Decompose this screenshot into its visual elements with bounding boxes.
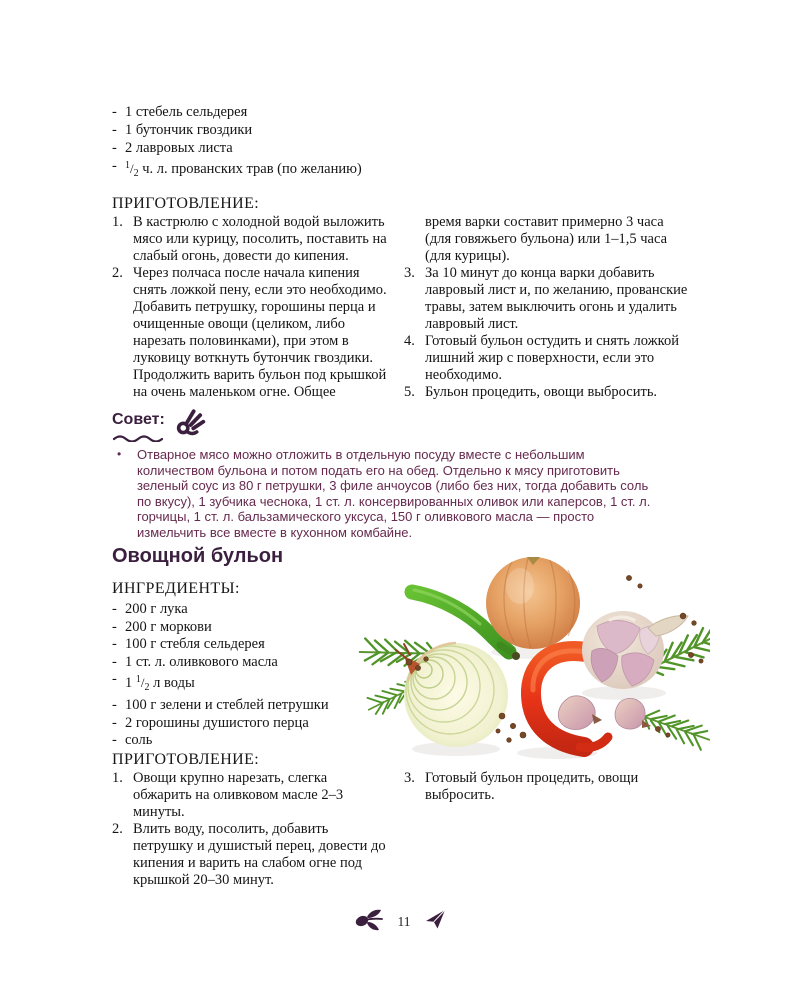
list-item [112,697,362,715]
step-text: Бульон процедить, овощи выбросить. [425,384,658,400]
ok-hand-icon [175,407,207,444]
ingredient-text: 1 ст. л. оливкового масла [125,653,278,670]
step-text: Готовый бульон процедить, овощи выбросить. [425,770,639,803]
step-number: 5. [404,384,415,400]
step-text: Готовый бульон остудить и снять ложкой лишний жир с поверхности, если это необходимо. [425,333,679,383]
step [404,265,692,333]
preparation-steps [112,214,692,401]
ingredient-text: 200 г моркови [125,618,212,635]
preparation-steps-2 [112,770,692,889]
tip-block [117,447,662,541]
top-ingredient-list [112,103,412,183]
vegetables-photo [352,556,710,769]
ingredient-text: 200 г лука [125,601,188,617]
steps-column-right [404,770,692,889]
list-item [112,157,412,183]
step-text: Через полчаса после начала кипения снять ложкой пену, если это необходимо. Добавить петрушку, горошины перца и очищенные овощи (целиком, либо нарезать половинками), при этом в луковицу воткнуть бутончик гвоздики. Продолжить варить бульон под крышкой на очень маленьком огне. Общее [133,265,387,400]
wavy-underline [112,433,164,442]
step-text: Овощи крупно нарезать, слегка обжарить на оливковом масле 2–3 минуты. [133,770,344,820]
ingredient-text: 2 горошины душистого перца [125,714,309,731]
step-number: 1. [112,214,123,230]
tip-label: Совет: [112,411,165,428]
ingredients-heading: ИНГРЕДИЕНТЫ: [112,580,240,597]
steps-column-right [404,214,692,401]
step-text: За 10 минут до конца варки добавить лавровый лист и, по желанию, прованские травы, затем выключить огонь и удалить лавровый лист. [425,265,688,332]
step-number: 1. [112,770,123,786]
list-dash: - [112,158,117,174]
step [404,770,692,804]
tip-bullet: • [117,447,122,461]
list-dash: - [112,618,117,635]
ingredient-text: соль [125,732,153,749]
step-continuation: время варки составит примерно 3 часа (для говяжьего бульона) или 1–1,5 часа (для курицы). [425,214,668,264]
list-dash: - [112,696,117,713]
ingredient-text: $^1/_2$ ч. л. прованских трав (по желанию) [125,160,362,179]
list-item [112,671,362,697]
list-dash: - [112,732,117,749]
list-item [112,103,412,121]
step [112,214,388,265]
ingredient-text: 100 г зелени и стеблей петрушки [125,696,329,713]
tip-text: Отварное мясо можно отложить в отдельную посуду вместе с небольшим количеством бульона и потом подать его на обед. Отдельно к мясу приготовить зеленый соус из 80 г петрушки, 3 филе анчоусов (либо без них, тогда добавить соль по вкусу), 1 зубчика чеснока, 1 ст. л. консервированных оливок или каперсов, 1 ст. л. горчицы, 1 ст. л. бальзамического уксуса, 150 г оливкового масла — просто измельчить все вместе в кухонном комбайне. [137,447,651,540]
step-number: 3. [404,265,415,281]
list-item [112,121,412,139]
list-dash: - [112,653,117,670]
preparation-heading: ПРИГОТОВЛЕНИЕ: [112,751,260,768]
ingredient-text: 100 г стебля сельдерея [125,636,265,653]
olive-branch-icon [355,906,385,937]
list-dash: - [112,636,117,653]
list-item [112,139,412,157]
step [112,265,388,401]
step [404,384,692,401]
page-footer [0,906,800,937]
list-item [112,654,362,672]
step-number: 2. [112,821,123,837]
page-number: 11 [397,913,411,929]
list-dash: - [112,601,117,617]
ingredient-list [112,601,362,750]
step [404,333,692,384]
list-item [112,715,362,733]
tip-label-block [112,411,165,447]
steps-column-left [112,770,388,889]
paper-plane-icon [424,908,446,935]
step-text: В кастрюлю с холодной водой выложить мясо или курицу, посолить, поставить на слабый огонь, довести до кипения. [133,214,387,264]
preparation-heading: ПРИГОТОВЛЕНИЕ: [112,195,260,212]
list-dash: - [112,104,117,120]
step [112,770,388,821]
step-number: 3. [404,770,415,786]
list-item [112,619,362,637]
list-dash: - [112,714,117,731]
ingredient-text: 1 бутончик гвоздики [125,122,253,138]
list-item [112,601,362,619]
ingredient-text: 1 стебель сельдерея [125,104,248,120]
list-dash: - [112,122,117,138]
steps-column-left [112,214,388,401]
recipe-title: Овощной бульон [112,545,284,567]
list-dash: - [112,140,117,156]
tip-header [112,411,207,447]
list-dash: - [112,671,117,688]
step-number: 4. [404,333,415,349]
ingredient-text: 2 лавровых листа [125,140,233,156]
step-text: Влить воду, посолить, добавить петрушку и душистый перец, довести до кипения и варить на слабом огне под крышкой 20–30 минут. [133,821,386,888]
step-number: 2. [112,265,123,281]
list-item [112,732,362,750]
list-item [112,636,362,654]
ingredient-text: 1 $^1/_2$ л воды [125,674,195,694]
step [112,821,388,889]
